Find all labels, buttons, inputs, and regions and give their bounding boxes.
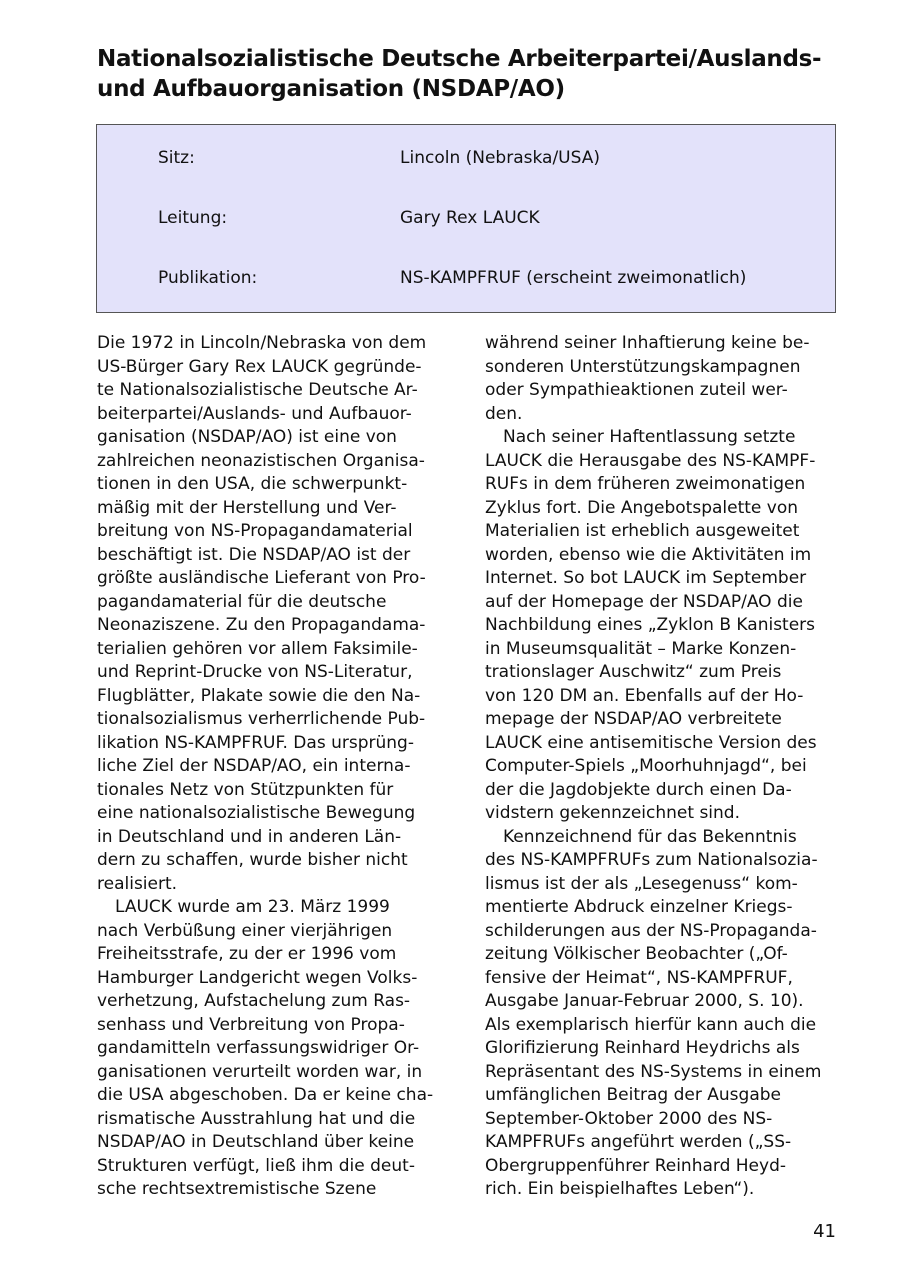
text-line: senhass und Verbreitung von Propa- bbox=[97, 1014, 405, 1035]
text-line: den. bbox=[485, 403, 523, 424]
text-line: rismatische Ausstrahlung hat und die bbox=[97, 1108, 416, 1129]
text-line: Glorifizierung Reinhard Heydrichs als bbox=[485, 1038, 800, 1058]
text-line: LAUCK eine antisemitische Version des bbox=[485, 732, 817, 753]
text-line: Neonaziszene. Zu den Propagandama- bbox=[97, 615, 426, 635]
page-number: 41 bbox=[813, 1221, 836, 1242]
text-line: Die 1972 in Lincoln/Nebraska von dem bbox=[97, 333, 427, 353]
text-line: NSDAP/AO in Deutschland über keine bbox=[97, 1132, 415, 1152]
text-line: auf der Homepage der NSDAP/AO die bbox=[485, 591, 803, 612]
text-line: größte ausländische Lieferant von Pro- bbox=[97, 568, 426, 588]
text-line: te Nationalsozialistische Deutsche Ar- bbox=[97, 380, 418, 400]
text-line: LAUCK die Herausgabe des NS-KAMPF- bbox=[485, 450, 816, 471]
text-line: realisiert. bbox=[97, 873, 178, 894]
text-line: US-Bürger Gary Rex LAUCK gegründe- bbox=[97, 356, 422, 377]
text-line: Materialien ist erheblich ausgeweitet bbox=[485, 521, 800, 541]
text-line: Internet. So bot LAUCK im September bbox=[485, 568, 807, 588]
info-label: Publikation: bbox=[158, 268, 258, 288]
text-line: terialien gehören vor allem Faksimile- bbox=[97, 638, 418, 659]
text-line: pagandamaterial für die deutsche bbox=[97, 591, 387, 612]
title-line-2: und Aufbauorganisation (NSDAP/AO) bbox=[97, 76, 565, 102]
text-line: vidstern gekennzeichnet sind. bbox=[485, 803, 740, 823]
text-line: Ausgabe Januar-Februar 2000, S. 10). bbox=[485, 991, 804, 1011]
text-line: Hamburger Landgericht wegen Volks- bbox=[97, 967, 418, 988]
text-line: in Deutschland und in anderen Län- bbox=[97, 826, 402, 847]
info-value: Gary Rex LAUCK bbox=[400, 208, 540, 228]
text-line: und Reprint-Drucke von NS-Literatur, bbox=[97, 662, 413, 682]
info-box bbox=[96, 124, 836, 313]
text-line: Flugblätter, Plakate sowie die den Na- bbox=[97, 685, 421, 706]
text-line: schilderungen aus der NS-Propaganda- bbox=[485, 920, 817, 941]
text-line: Kennzeichnend für das Bekenntnis bbox=[503, 826, 797, 847]
text-line: von 120 DM an. Ebenfalls auf der Ho- bbox=[485, 685, 804, 706]
page-title bbox=[97, 44, 822, 104]
text-line: Strukturen verfügt, ließ ihm die deut- bbox=[97, 1155, 415, 1176]
text-column-left bbox=[97, 332, 457, 1202]
text-line: dern zu schaffen, wurde bisher nicht bbox=[97, 850, 408, 870]
text-line: sche rechtsextremistische Szene bbox=[97, 1179, 377, 1199]
info-value: NS-KAMPFRUF (erscheint zweimonatlich) bbox=[400, 268, 747, 288]
title-line-1: Nationalsozialistische Deutsche Arbeiterpartei/Auslands- bbox=[97, 46, 822, 72]
info-label: Sitz: bbox=[158, 148, 195, 168]
text-line: beschäftigt ist. Die NSDAP/AO ist der bbox=[97, 544, 411, 565]
text-line: liche Ziel der NSDAP/AO, ein interna- bbox=[97, 756, 411, 776]
text-line: fensive der Heimat“, NS-KAMPFRUF, bbox=[485, 967, 793, 988]
text-line: der die Jagdobjekte durch einen Da- bbox=[485, 779, 792, 800]
text-line: beiterpartei/Auslands- und Aufbauor- bbox=[97, 403, 412, 424]
text-line: rich. Ein beispielhaftes Leben“). bbox=[485, 1179, 755, 1199]
text-line: eine nationalsozialistische Bewegung bbox=[97, 803, 416, 823]
text-line: umfänglichen Beitrag der Ausgabe bbox=[485, 1085, 781, 1105]
text-column-right bbox=[485, 332, 845, 1202]
text-line: sonderen Unterstützungskampagnen bbox=[485, 356, 801, 377]
text-line: des NS-KAMPFRUFs zum Nationalsozia- bbox=[485, 850, 818, 870]
text-line: während seiner Inhaftierung keine be- bbox=[485, 333, 810, 353]
text-line: LAUCK wurde am 23. März 1999 bbox=[115, 897, 390, 917]
text-line: mepage der NSDAP/AO verbreitete bbox=[485, 709, 782, 729]
text-line: nach Verbüßung einer vierjährigen bbox=[97, 920, 393, 941]
text-line: Computer-Spiels „Moorhuhnjagd“, bei bbox=[485, 756, 807, 776]
text-line: tionalsozialismus verherrlichende Pub- bbox=[97, 709, 426, 729]
text-line: breitung von NS-Propagandamaterial bbox=[97, 521, 413, 541]
text-line: RUFs in dem früheren zweimonatigen bbox=[485, 474, 806, 494]
text-line: worden, ebenso wie die Aktivitäten im bbox=[485, 544, 812, 565]
info-label: Leitung: bbox=[158, 208, 228, 228]
text-line: mentierte Abdruck einzelner Kriegs- bbox=[485, 897, 793, 917]
text-line: tionales Netz von Stützpunkten für bbox=[97, 779, 394, 800]
text-line: zahlreichen neonazistischen Organisa- bbox=[97, 450, 425, 471]
text-line: in Museumsqualität – Marke Konzen- bbox=[485, 638, 797, 659]
text-line: Obergruppenführer Reinhard Heyd- bbox=[485, 1155, 787, 1176]
text-line: oder Sympathieaktionen zuteil wer- bbox=[485, 380, 788, 400]
text-line: ganisationen verurteilt worden war, in bbox=[97, 1061, 423, 1082]
text-line: Als exemplarisch hierfür kann auch die bbox=[485, 1014, 817, 1035]
text-line: trationslager Auschwitz“ zum Preis bbox=[485, 662, 782, 682]
text-line: gandamitteln verfassungswidriger Or- bbox=[97, 1038, 420, 1058]
text-line: tionen in den USA, die schwerpunkt- bbox=[97, 474, 408, 494]
text-line: Nachbildung eines „Zyklon B Kanisters bbox=[485, 615, 816, 635]
text-line: mäßig mit der Herstellung und Ver- bbox=[97, 497, 397, 518]
text-line: zeitung Völkischer Beobachter („Of- bbox=[485, 944, 788, 964]
text-line: Zyklus fort. Die Angebotspalette von bbox=[485, 497, 799, 518]
text-line: Nach seiner Haftentlassung setzte bbox=[503, 427, 796, 447]
text-line: die USA abgeschoben. Da er keine cha- bbox=[97, 1085, 434, 1105]
text-line: lismus ist der als „Lesegenuss“ kom- bbox=[485, 873, 798, 894]
text-line: KAMPFRUFs angeführt werden („SS- bbox=[485, 1132, 792, 1152]
text-line: September-Oktober 2000 des NS- bbox=[485, 1108, 773, 1129]
text-line: Repräsentant des NS-Systems in einem bbox=[485, 1061, 822, 1082]
text-line: likation NS-KAMPFRUF. Das ursprüng- bbox=[97, 732, 414, 753]
text-line: Freiheitsstrafe, zu der er 1996 vom bbox=[97, 944, 397, 964]
text-line: ganisation (NSDAP/AO) ist eine von bbox=[97, 427, 397, 447]
info-value: Lincoln (Nebraska/USA) bbox=[400, 148, 600, 168]
text-line: verhetzung, Aufstachelung zum Ras- bbox=[97, 991, 411, 1011]
